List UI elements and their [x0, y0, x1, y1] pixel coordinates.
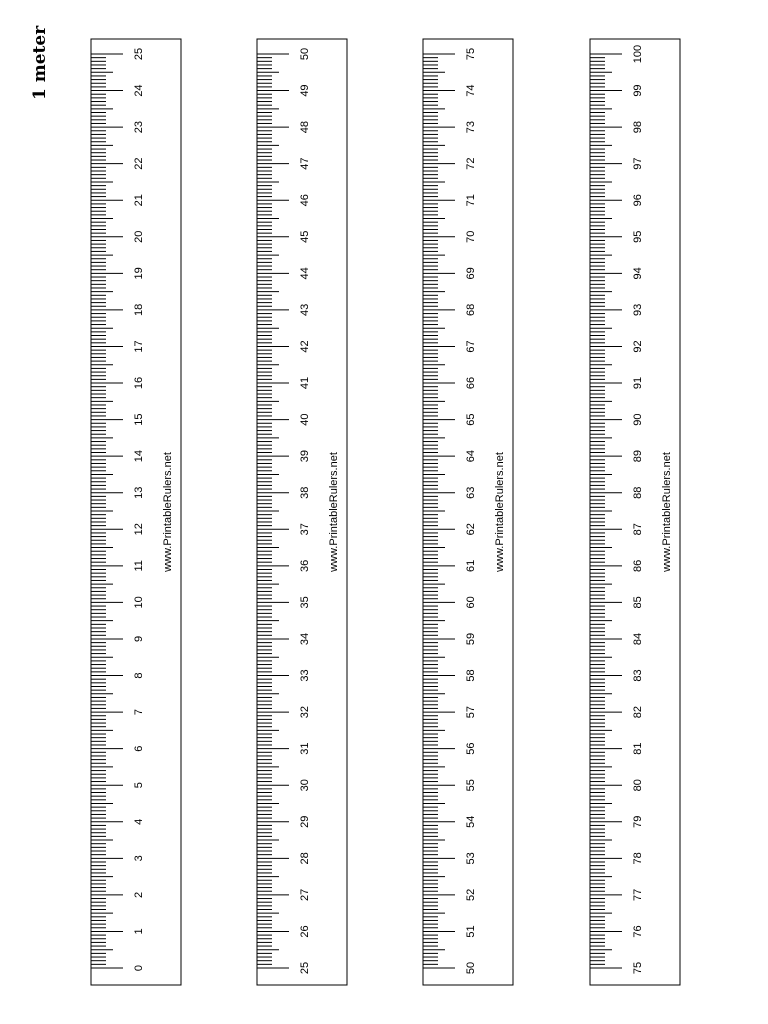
- tick-label: 51: [465, 925, 477, 938]
- tick-label: 33: [299, 669, 311, 682]
- tick-label: 94: [632, 267, 644, 280]
- tick-label: 35: [299, 596, 311, 609]
- tick-label: 65: [465, 413, 477, 426]
- watermark-text: www.PrintableRulers.net: [162, 452, 174, 572]
- tick-label: 72: [465, 157, 477, 170]
- watermark-text: www.PrintableRulers.net: [328, 452, 340, 572]
- tick-label: 59: [465, 632, 477, 646]
- tick-label: 4: [133, 818, 145, 825]
- tick-label: 3: [133, 855, 145, 862]
- tick-label: 31: [299, 742, 311, 755]
- tick-label: 41: [299, 376, 311, 390]
- tick-label: 75: [632, 961, 644, 975]
- tick-label: 75: [465, 47, 477, 61]
- tick-label: 84: [632, 632, 644, 646]
- tick-label: 70: [465, 230, 477, 243]
- tick-label: 52: [465, 888, 477, 902]
- tick-label: 62: [465, 523, 477, 536]
- tick-label: 30: [299, 779, 311, 792]
- tick-label: 2: [133, 891, 145, 898]
- tick-label: 56: [465, 742, 477, 755]
- tick-label: 100: [632, 44, 644, 64]
- tick-label: 45: [299, 230, 311, 243]
- tick-label: 15: [133, 413, 145, 426]
- tick-label: 50: [299, 47, 311, 61]
- tick-label: 81: [632, 742, 644, 755]
- tick-label: 1: [133, 928, 145, 935]
- tick-label: 10: [133, 596, 145, 609]
- tick-label: 25: [133, 47, 145, 61]
- tick-label: 37: [299, 523, 311, 536]
- tick-label: 20: [133, 230, 145, 243]
- tick-label: 9: [133, 635, 145, 643]
- tick-label: 78: [632, 852, 644, 865]
- tick-label: 49: [299, 84, 311, 97]
- tick-label: 47: [299, 157, 311, 170]
- tick-label: 8: [133, 672, 145, 679]
- tick-label: 53: [465, 852, 477, 865]
- tick-label: 98: [632, 120, 644, 134]
- watermark-text: www.PrintableRulers.net: [661, 452, 673, 572]
- tick-label: 38: [299, 486, 311, 499]
- tick-label: 16: [133, 376, 145, 390]
- tick-label: 83: [632, 669, 644, 682]
- tick-label: 40: [299, 413, 311, 426]
- tick-label: 32: [299, 705, 311, 719]
- tick-label: 50: [465, 961, 477, 975]
- tick-label: 91: [632, 376, 644, 390]
- tick-label: 39: [299, 450, 311, 463]
- tick-label: 66: [465, 376, 477, 390]
- tick-label: 63: [465, 486, 477, 499]
- tick-label: 42: [299, 340, 311, 353]
- tick-label: 7: [133, 709, 145, 716]
- tick-label: 79: [632, 815, 644, 828]
- tick-label: 22: [133, 157, 145, 170]
- tick-label: 71: [465, 194, 477, 207]
- tick-label: 28: [299, 852, 311, 865]
- tick-label: 36: [299, 559, 311, 572]
- tick-label: 87: [632, 523, 644, 536]
- tick-label: 58: [465, 669, 477, 682]
- tick-label: 64: [465, 450, 477, 463]
- tick-label: 25: [299, 961, 311, 975]
- tick-label: 48: [299, 120, 311, 134]
- tick-label: 44: [299, 267, 311, 280]
- tick-label: 0: [133, 964, 145, 972]
- tick-label: 95: [632, 230, 644, 243]
- tick-label: 92: [632, 340, 644, 353]
- tick-label: 13: [133, 486, 145, 499]
- tick-label: 54: [465, 815, 477, 828]
- tick-label: 46: [299, 194, 311, 207]
- tick-label: 96: [632, 194, 644, 207]
- tick-label: 55: [465, 779, 477, 792]
- tick-label: 34: [299, 632, 311, 646]
- tick-label: 88: [632, 486, 644, 499]
- tick-label: 29: [299, 815, 311, 828]
- tick-label: 68: [465, 303, 477, 317]
- tick-label: 27: [299, 888, 311, 902]
- tick-label: 5: [133, 782, 145, 789]
- tick-label: 21: [133, 194, 145, 207]
- tick-label: 14: [133, 450, 145, 463]
- tick-label: 76: [632, 925, 644, 938]
- tick-label: 24: [133, 84, 145, 97]
- tick-label: 67: [465, 340, 477, 353]
- tick-label: 86: [632, 559, 644, 572]
- tick-label: 60: [465, 596, 477, 609]
- tick-label: 80: [632, 779, 644, 792]
- tick-label: 57: [465, 705, 477, 719]
- watermark-text: www.PrintableRulers.net: [494, 452, 506, 572]
- tick-label: 11: [133, 560, 145, 572]
- tick-label: 74: [465, 84, 477, 97]
- page-title: 1 meter: [30, 25, 50, 100]
- tick-label: 77: [632, 888, 644, 902]
- tick-label: 89: [632, 450, 644, 463]
- tick-label: 6: [133, 745, 145, 752]
- tick-label: 69: [465, 267, 477, 280]
- tick-label: 19: [133, 267, 145, 280]
- tick-label: 26: [299, 925, 311, 938]
- tick-label: 93: [632, 303, 644, 317]
- tick-label: 12: [133, 523, 145, 536]
- tick-label: 18: [133, 303, 145, 317]
- tick-label: 90: [632, 413, 644, 426]
- tick-label: 82: [632, 705, 644, 719]
- tick-label: 85: [632, 596, 644, 609]
- tick-label: 73: [465, 120, 477, 134]
- tick-label: 99: [632, 84, 644, 97]
- tick-label: 97: [632, 157, 644, 170]
- tick-label: 61: [465, 559, 477, 572]
- tick-label: 43: [299, 303, 311, 317]
- tick-label: 17: [133, 340, 145, 353]
- tick-label: 23: [133, 120, 145, 134]
